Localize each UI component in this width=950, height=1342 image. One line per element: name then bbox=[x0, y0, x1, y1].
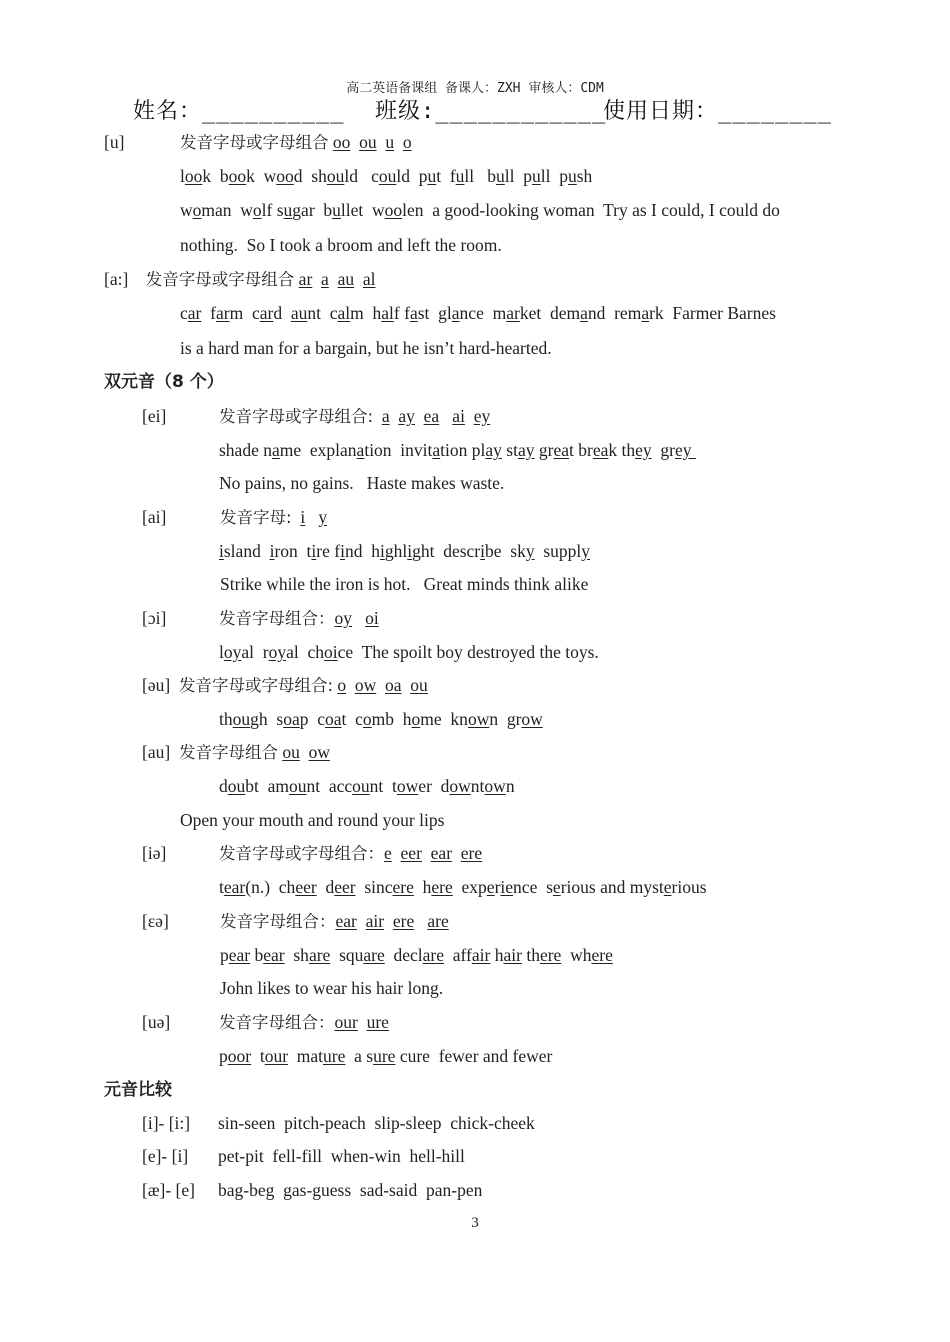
text-line: Strike while the iron is hot. Great minds think alike bbox=[220, 574, 589, 594]
text-line: [εə] bbox=[142, 911, 169, 931]
text-line: nothing. So I took a broom and left the room. bbox=[180, 235, 502, 255]
header-credit: 高二英语备课组 备课人：ZXH 审核人：CDM bbox=[346, 81, 604, 96]
text-line: island iron tire find highlight describe sky supply bbox=[219, 541, 591, 561]
text-line: [e]- [i] bbox=[142, 1146, 189, 1166]
text-line: 双元音（8 个） bbox=[104, 372, 224, 392]
text-line: car farm card aunt calm half fast glance market demand remark Farmer Barnes bbox=[180, 303, 776, 323]
text-line: tear(n.) cheer deer sincere here experience serious and mysterious bbox=[219, 877, 707, 897]
text-line: shade name explanation invitation play stay great break they grey bbox=[219, 440, 696, 460]
text-line: [iə] bbox=[142, 843, 167, 863]
text-line: [əu] 发音字母或字母组合: o ow oa ou bbox=[142, 675, 428, 695]
text-line: Open your mouth and round your lips bbox=[180, 810, 445, 830]
text-line: [ei] bbox=[142, 406, 167, 426]
text-line: 发音字母或字母组合: a ay ea ai ey bbox=[219, 406, 491, 426]
text-line: [a:] 发音字母或字母组合 ar a au al bbox=[104, 269, 376, 289]
text-line: is a hard man for a bargain, but he isn’t hard-hearted. bbox=[180, 338, 552, 358]
text-line: 发音字母或字母组合：e eer ear ere bbox=[219, 843, 483, 863]
text-line: pet-pit fell-fill when-win hell-hill bbox=[218, 1146, 465, 1166]
page-number: 3 bbox=[471, 1215, 479, 1231]
name-field: 姓名：__________ bbox=[133, 99, 345, 124]
text-line: No pains, no gains. Haste makes waste. bbox=[219, 473, 505, 493]
text-line: [au] 发音字母组合 ou ow bbox=[142, 742, 330, 762]
text-line: pear bear share square declare affair hair there where bbox=[220, 945, 613, 965]
text-line: loyal royal choice The spoilt boy destroyed the toys. bbox=[219, 642, 599, 662]
text-line: [uə] bbox=[142, 1012, 171, 1032]
text-line: [ɔi] bbox=[142, 608, 167, 628]
text-line: doubt amount account tower downtown bbox=[219, 776, 515, 796]
text-line: bag-beg gas-guess sad-said pan-pen bbox=[218, 1180, 483, 1200]
text-line: 发音字母组合：ear air ere are bbox=[220, 911, 449, 931]
text-line: [u] bbox=[104, 132, 125, 152]
text-line: look book wood should could put full bull pull push bbox=[180, 166, 593, 186]
text-line: [ai] bbox=[142, 507, 167, 527]
text-line: 元音比较 bbox=[104, 1080, 172, 1100]
text-line: poor tour mature a sure cure fewer and fewer bbox=[219, 1046, 553, 1066]
text-line: though soap coat comb home known grow bbox=[219, 709, 543, 729]
text-line: 发音字母组合：our ure bbox=[219, 1012, 389, 1032]
text-line: 发音字母或字母组合 oo ou u o bbox=[180, 132, 412, 152]
text-line: [æ]- [e] bbox=[142, 1180, 195, 1200]
text-line: John likes to wear his hair long. bbox=[220, 978, 444, 998]
text-line: woman wolf sugar bullet woolen a good-looking woman Try as I could, I could do bbox=[180, 200, 780, 220]
date-field: 使用日期：________ bbox=[603, 99, 832, 124]
text-line: 发音字母: i y bbox=[220, 507, 328, 527]
text-line: sin-seen pitch-peach slip-sleep chick-cheek bbox=[218, 1113, 535, 1133]
class-field: 班级:____________ bbox=[375, 99, 607, 124]
text-line: [i]- [i:] bbox=[142, 1113, 191, 1133]
text-line: 发音字母组合：oy oi bbox=[219, 608, 379, 628]
